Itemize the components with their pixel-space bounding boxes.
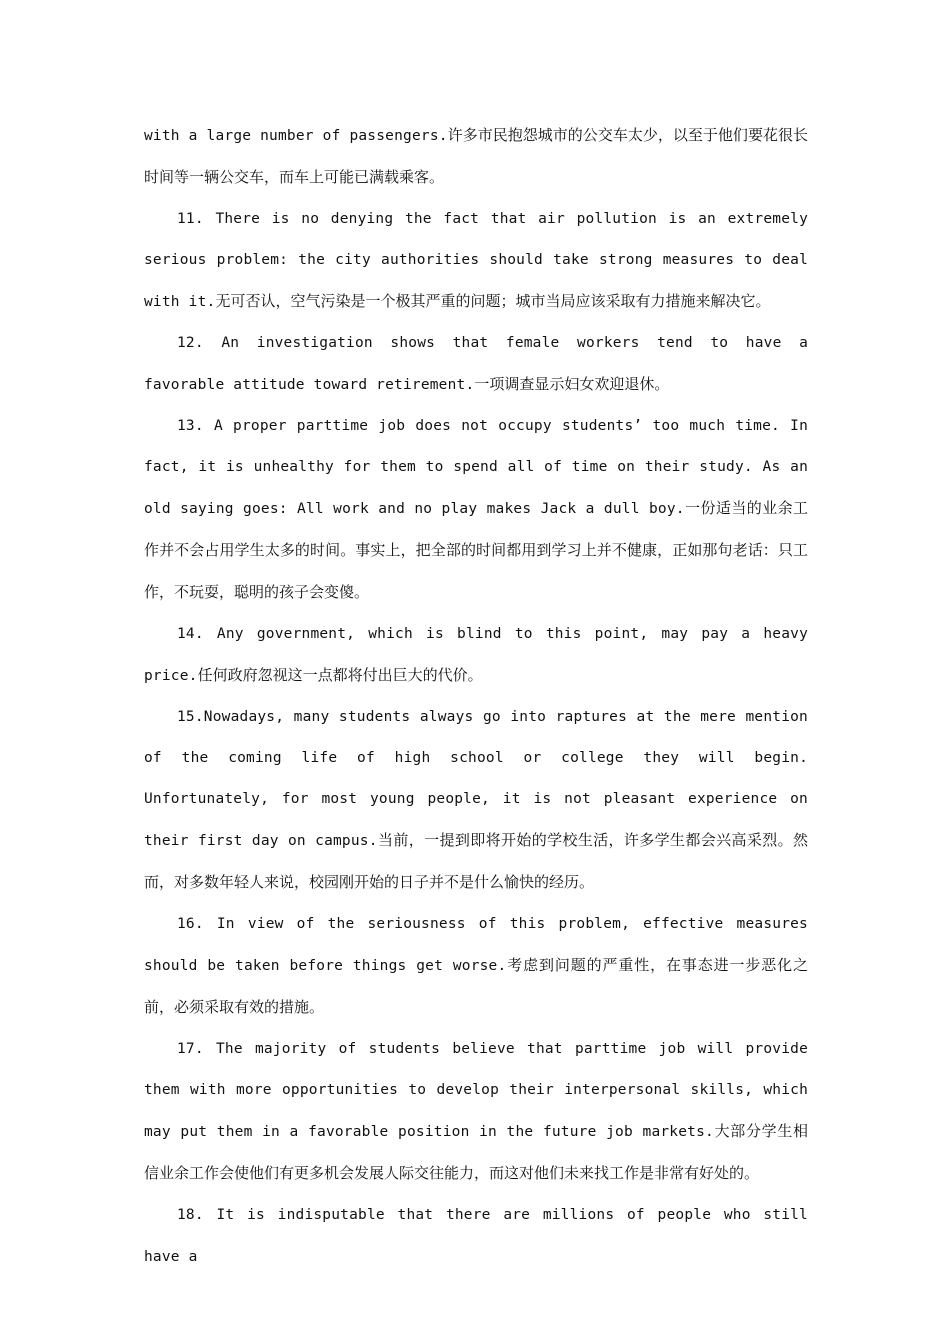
paragraph-14 xyxy=(144,614,808,697)
english-text: 17. The majority of students believe that parttime job will provide them with more opportunities to develop their interpersonal skills, which may put them in a favorable position in the future job markets. xyxy=(144,1041,808,1140)
english-text: 18. It is indisputable that there are millions of people who still have a xyxy=(144,1207,808,1265)
paragraph-13 xyxy=(144,406,808,614)
document-body xyxy=(144,115,808,1278)
paragraph-15 xyxy=(144,697,808,904)
paragraph-18 xyxy=(144,1195,808,1278)
english-text: 11. There is no denying the fact that air pollution is an extremely serious problem: the city authorities should take strong measures to deal with it. xyxy=(144,211,808,310)
paragraph-continued xyxy=(144,115,808,199)
english-text: with a large number of passengers. xyxy=(144,128,448,144)
chinese-translation: 当前，一提到即将开始的学校生活，许多学生都会兴高采烈。然而，对多数年轻人来说，校园刚开始的日子并不是什么愉快的经历。 xyxy=(144,831,808,891)
chinese-translation: 一项调查显示妇女欢迎退休。 xyxy=(474,375,670,393)
paragraph-11 xyxy=(144,199,808,323)
english-text: 12. An investigation shows that female workers tend to have a favorable attitude toward retirement. xyxy=(144,335,808,393)
english-text: 14. Any government, which is blind to this point, may pay a heavy price. xyxy=(144,626,808,684)
chinese-translation: 许多市民抱怨城市的公交车太少，以至于他们要花很长时间等一辆公交车，而车上可能已满载乘客。 xyxy=(144,126,808,186)
paragraph-12 xyxy=(144,323,808,406)
english-text: 16. In view of the seriousness of this problem, effective measures should be taken before things get worse. xyxy=(144,916,808,974)
chinese-translation: 考虑到问题的严重性，在事态进一步恶化之前，必须采取有效的措施。 xyxy=(144,956,808,1016)
chinese-translation: 任何政府忽视这一点都将付出巨大的代价。 xyxy=(197,666,483,684)
chinese-translation: 无可否认，空气污染是一个极其严重的问题；城市当局应该采取有力措施来解决它。 xyxy=(215,292,771,310)
paragraph-17 xyxy=(144,1029,808,1195)
english-text: 13. A proper parttime job does not occupy students’ too much time. In fact, it is unhealthy for them to spend all of time on their study. As an old saying goes: All work and no play makes Jack a dull boy. xyxy=(144,418,808,517)
chinese-translation: 大部分学生相信业余工作会使他们有更多机会发展人际交往能力，而这对他们未来找工作是非常有好处的。 xyxy=(144,1122,808,1182)
english-text: 15.Nowadays, many students always go into raptures at the mere mention of the coming life of high school or college they will begin. Unfortunately, for most young people, it is not pleasant experience on their first day on campus. xyxy=(144,709,808,849)
paragraph-16 xyxy=(144,904,808,1029)
chinese-translation: 一份适当的业余工作并不会占用学生太多的时间。事实上，把全部的时间都用到学习上并不健康，正如那句老话：只工作，不玩耍，聪明的孩子会变傻。 xyxy=(144,499,808,601)
